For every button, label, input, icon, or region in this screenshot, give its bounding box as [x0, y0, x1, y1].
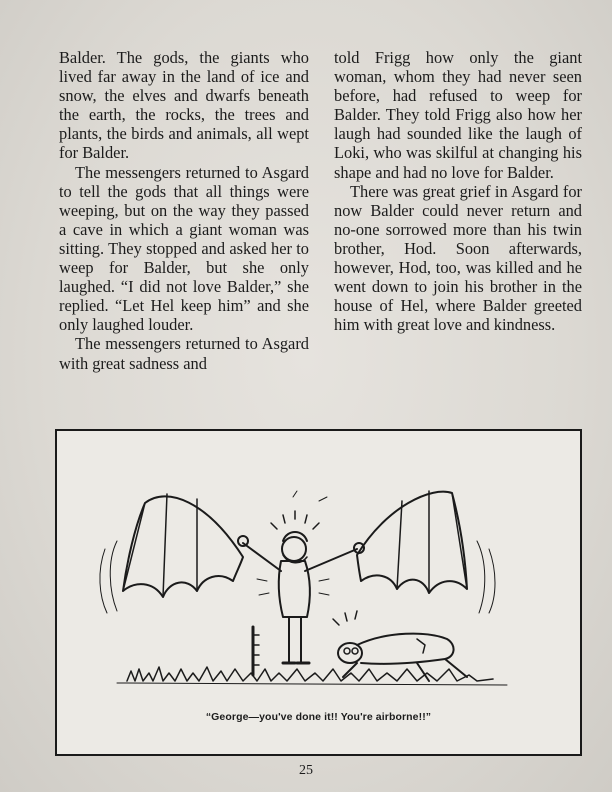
right-paragraph-2: There was great grief in Asgard for now Balder could never return and no-one sorrowed more than his twin brother, Hod. Soon afterwards, however, Hod, too, was killed and he went down to join his brother in the house of Hel, where Balder greeted him with great love and kindness.: [334, 181, 582, 335]
left-paragraph-3: The messengers returned to Asgard with great sadness and: [59, 334, 309, 373]
observer-body: [357, 634, 454, 664]
right-text-column: [334, 48, 582, 334]
left-bat-wing: [123, 496, 243, 597]
flying-man-body: [279, 561, 310, 617]
cartoon-panel: [55, 429, 582, 756]
left-paragraph-2: The messengers returned to Asgard to tell the gods that all things were weeping, but on the way they passed a cave in which a giant woman was sitting. They stopped and asked her to weep for Balder, but she only laughed. “I did not love Balder,” she replied. “Let Hel keep him” and she only laughed louder.: [59, 162, 309, 335]
cartoon-caption: “George—you've done it!! You're airborne!!”: [205, 711, 432, 723]
right-paragraph-1: told Frigg how only the giant woman, whom they had never seen before, had refused to weep for Balder. They told Frigg also how her laugh had sounded like the laugh of Loki, who was skilful at changing his shape and had no love for Balder.: [334, 48, 582, 182]
page-number: 25: [299, 763, 313, 778]
right-bat-wing: [357, 492, 467, 593]
grass-ground: [127, 667, 493, 681]
left-paragraph-1: Balder. The gods, the giants who lived far away in the land of ice and snow, the elves and dwarfs beneath the earth, the rocks, the trees and plants, the birds and animals, all wept for Balder.: [59, 48, 309, 163]
left-text-column: [59, 48, 309, 373]
cartoon-illustration: [57, 431, 580, 754]
